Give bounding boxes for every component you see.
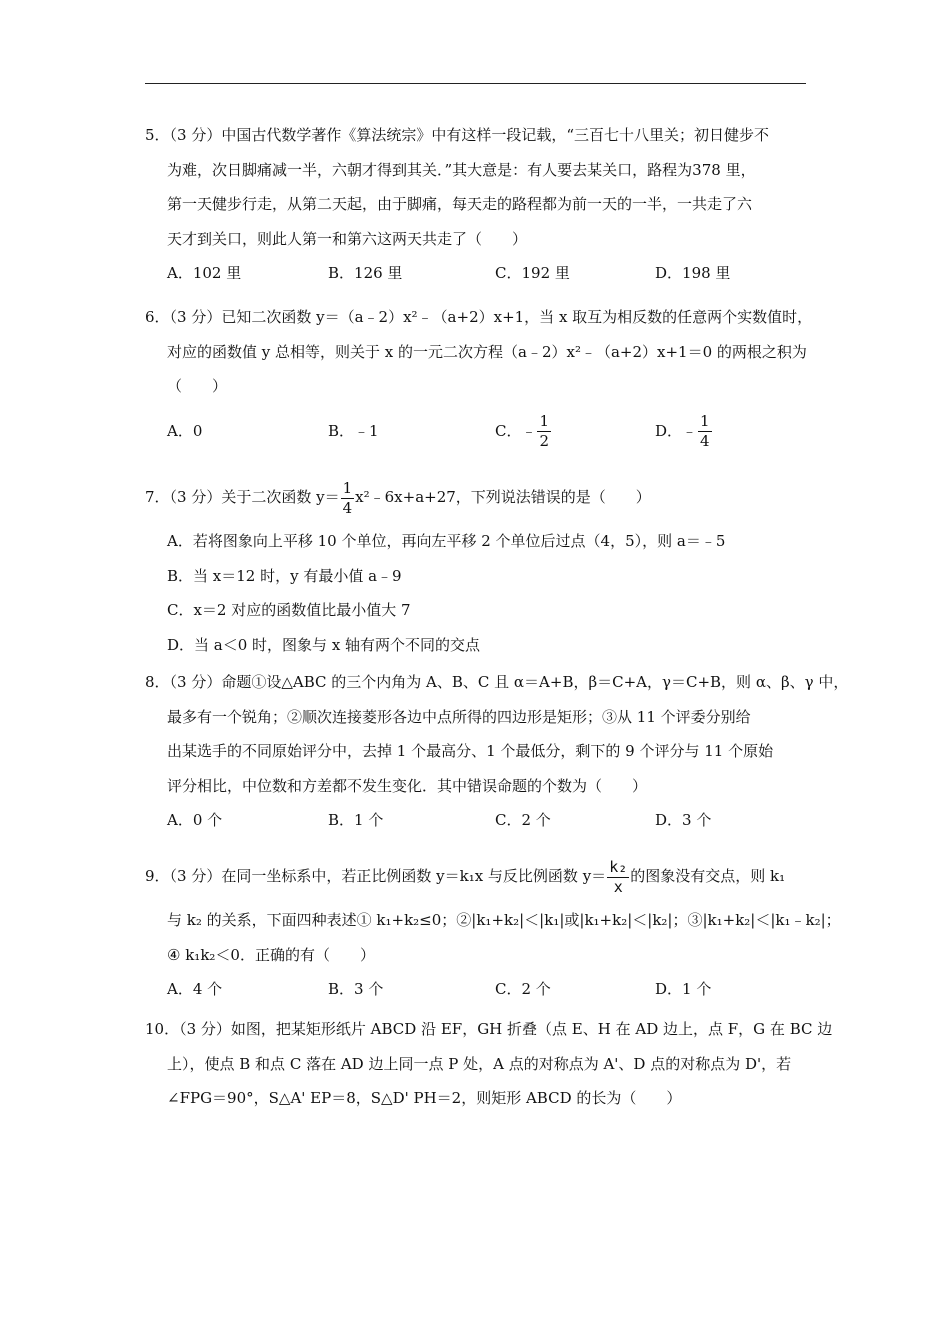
option-a[interactable]: A．0 个 <box>167 811 223 829</box>
question-6 <box>145 300 813 456</box>
fraction <box>698 414 712 449</box>
fraction-numerator: 1 <box>539 412 550 430</box>
option-c[interactable]: C．2 个 <box>495 980 551 998</box>
option-a[interactable]: A．若将图象向上平移 10 个单位，再向左平移 2 个单位后过点（4，5），则 a＝﹣5 <box>167 532 726 550</box>
question-6-options <box>145 406 810 456</box>
option-d[interactable]: D．3 个 <box>655 811 712 829</box>
question-10-line: ∠FPG＝90°，S△A' EP＝8，S△D' PH＝2，则矩形 ABCD 的长为（ ） <box>167 1089 682 1107</box>
option-d[interactable]: D．198 里 <box>655 264 731 282</box>
fraction <box>607 857 629 896</box>
question-8-line: 出某选手的不同原始评分中，去掉 1 个最高分、1 个最低分，剩下的 9 个评分与 11 个原始 <box>167 742 774 760</box>
fraction-numerator: 1 <box>700 412 710 430</box>
header-rule <box>145 83 806 84</box>
question-5-line: 5．（3 分）中国古代数学著作《算法统宗》中有这样一段记载，“三百七十八里关；初日健步不 <box>145 126 770 144</box>
option-c[interactable]: C．x＝2 对应的函数值比最小值大 7 <box>167 601 411 619</box>
option-d[interactable]: D．1 个 <box>655 980 712 998</box>
option-b[interactable]: B．﹣1 <box>328 421 379 440</box>
question-9-stem <box>145 852 810 900</box>
question-6-line: 6．（3 分）已知二次函数 y＝（a﹣2）x²﹣（a+2）x+1，当 x 取互为相反数的任意两个实数值时， <box>145 308 813 326</box>
option-a[interactable]: A．0 <box>167 421 203 440</box>
fraction <box>537 414 551 449</box>
fraction-numerator: 1 <box>342 478 353 497</box>
question-5-line: 天才到关口，则此人第一和第六这两天共走了（ ） <box>167 229 528 248</box>
question-7 <box>145 473 810 662</box>
question-5-line: 第一天健步行走，从第二天起，由于脚痛，每天走的路程都为前一天的一半，一共走了六 <box>167 195 753 213</box>
question-5-line: 为难，次日脚痛减一半，六朝才得到其关．”其大意是：有人要去某关口，路程为378 里， <box>167 160 756 179</box>
fraction-denominator: 4 <box>342 498 353 517</box>
question-9 <box>145 852 841 1006</box>
option-d[interactable] <box>655 406 713 456</box>
option-c[interactable] <box>495 406 552 456</box>
question-9-line: ④ k₁k₂＜0．正确的有（ ） <box>167 945 375 964</box>
question-8-line: 最多有一个锐角；②顺次连接菱形各边中点所得的四边形是矩形；③从 11 个评委分别给 <box>167 707 751 726</box>
option-c[interactable]: C．2 个 <box>495 811 551 829</box>
question-7-stem-prefix: 7．（3 分）关于二次函数 y＝ <box>145 488 340 506</box>
question-8-options <box>145 803 810 837</box>
option-b[interactable]: B．1 个 <box>328 811 384 829</box>
question-9-line: 与 k₂ 的关系，下面四种表述① k₁+k₂≤0；②|k₁+k₂|＜|k₁|或|k₁+k₂|＜|k₂|；③|k₁+k₂|＜|k₁﹣k₂|； <box>167 911 841 929</box>
question-10 <box>145 1012 833 1116</box>
fraction <box>341 478 355 517</box>
question-9-stem-suffix: 的图象没有交点，则 k₁ <box>630 867 786 885</box>
option-d-prefix: D．﹣ <box>655 421 698 440</box>
question-8 <box>145 665 849 837</box>
fraction-denominator: 4 <box>700 432 710 450</box>
question-5-options <box>145 256 810 290</box>
question-10-line: 10．（3 分）如图，把某矩形纸片 ABCD 沿 EF，GH 折叠（点 E、H 在 AD 边上，点 F，G 在 BC 边 <box>145 1020 833 1038</box>
option-b[interactable]: B．126 里 <box>328 264 403 282</box>
question-6-line: （ ） <box>167 377 228 395</box>
question-8-line: 8．（3 分）命题①设△ABC 的三个内角为 A、B、C 且 α＝A+B，β＝C+A，γ＝C+B，则 α、β、γ 中， <box>145 673 849 691</box>
option-c-prefix: C．﹣ <box>495 421 537 440</box>
fraction-numerator: k₂ <box>609 857 628 876</box>
option-a[interactable]: A．4 个 <box>167 980 223 998</box>
question-7-stem <box>145 473 810 521</box>
question-8-line: 评分相比，中位数和方差都不发生变化．其中错误命题的个数为（ ） <box>167 776 648 795</box>
option-c[interactable]: C．192 里 <box>495 264 570 282</box>
question-9-stem-prefix: 9．（3 分）在同一坐标系中，若正比例函数 y＝k₁x 与反比例函数 y＝ <box>145 867 607 885</box>
question-9-options <box>145 972 810 1006</box>
question-6-line: 对应的函数值 y 总相等，则关于 x 的一元二次方程（a﹣2）x²﹣（a+2）x+1＝0 的两根之积为 <box>167 342 807 361</box>
option-d[interactable]: D．当 a＜0 时，图象与 x 轴有两个不同的交点 <box>167 635 481 654</box>
question-10-line: 上），使点 B 和点 C 落在 AD 边上同一点 P 处，A 点的对称点为 A'、D 点的对称点为 D'，若 <box>167 1054 792 1073</box>
fraction-denominator: 2 <box>539 432 550 450</box>
fraction-denominator: x <box>613 877 623 896</box>
question-7-stem-suffix: x²﹣6x+a+27，下列说法错误的是（ ） <box>355 488 651 506</box>
option-b[interactable]: B．当 x＝12 时，y 有最小值 a﹣9 <box>167 566 402 585</box>
option-a[interactable]: A．102 里 <box>167 264 242 282</box>
option-b[interactable]: B．3 个 <box>328 980 384 998</box>
question-5 <box>145 118 810 290</box>
